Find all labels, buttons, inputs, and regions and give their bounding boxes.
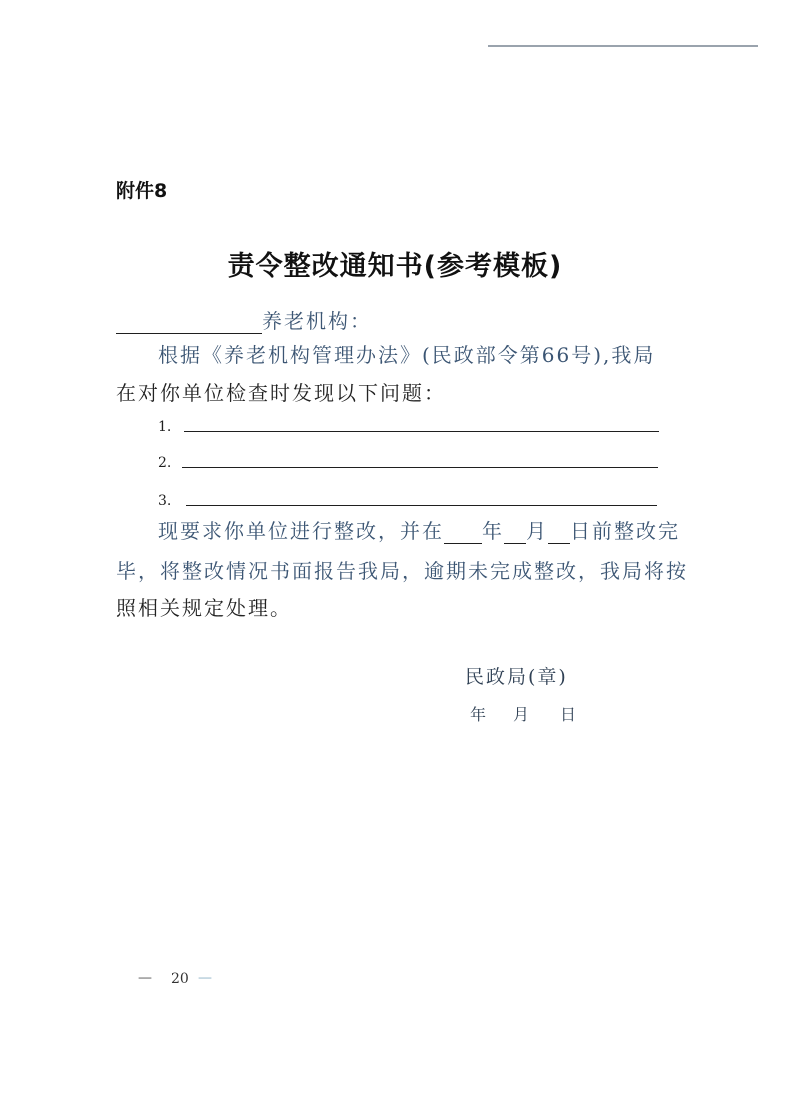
addressee-blank[interactable] — [116, 313, 262, 334]
day-blank[interactable] — [548, 523, 570, 544]
paragraph-2-line-2: 毕，将整改情况书面报告我局，逾期未完成整改，我局将按 — [116, 559, 688, 583]
month-blank[interactable] — [504, 523, 526, 544]
header-rule — [488, 45, 758, 47]
paragraph-1-line-1: 根据《养老机构管理办法》(民政部令第66号),我局 — [158, 343, 656, 367]
signature-year: 年 — [470, 705, 487, 724]
addressee-suffix: 养老机构： — [262, 309, 372, 333]
paragraph-2-line-3: 照相关规定处理。 — [116, 596, 292, 620]
signature-day: 日 — [560, 705, 577, 724]
addressee-line — [116, 305, 372, 334]
footer-dash-right: — — [198, 970, 212, 986]
day-suffix: 日前整改完 — [570, 519, 680, 543]
signature-org: 民政局(章) — [465, 666, 568, 688]
issue-line-3[interactable] — [186, 505, 657, 506]
issue-number-1: 1. — [158, 419, 172, 435]
paragraph-2-line-1 — [158, 515, 680, 544]
month-label: 月 — [526, 519, 548, 543]
document-title: 责令整改通知书(参考模板) — [227, 251, 563, 282]
issue-line-1[interactable] — [184, 431, 659, 432]
issue-number-3: 3. — [158, 493, 172, 509]
paragraph-2-text: 现要求你单位进行整改，并在 — [158, 519, 444, 543]
paragraph-1-line-2: 在对你单位检查时发现以下问题： — [116, 381, 446, 405]
year-label: 年 — [482, 519, 504, 543]
issue-number-2: 2. — [158, 455, 172, 471]
signature-month: 月 — [513, 705, 530, 724]
year-blank[interactable] — [444, 523, 482, 544]
page-number: 20 — [171, 971, 189, 987]
issue-line-2[interactable] — [182, 467, 658, 468]
attachment-label: 附件8 — [116, 180, 168, 202]
footer-dash-left: — — [138, 970, 152, 986]
